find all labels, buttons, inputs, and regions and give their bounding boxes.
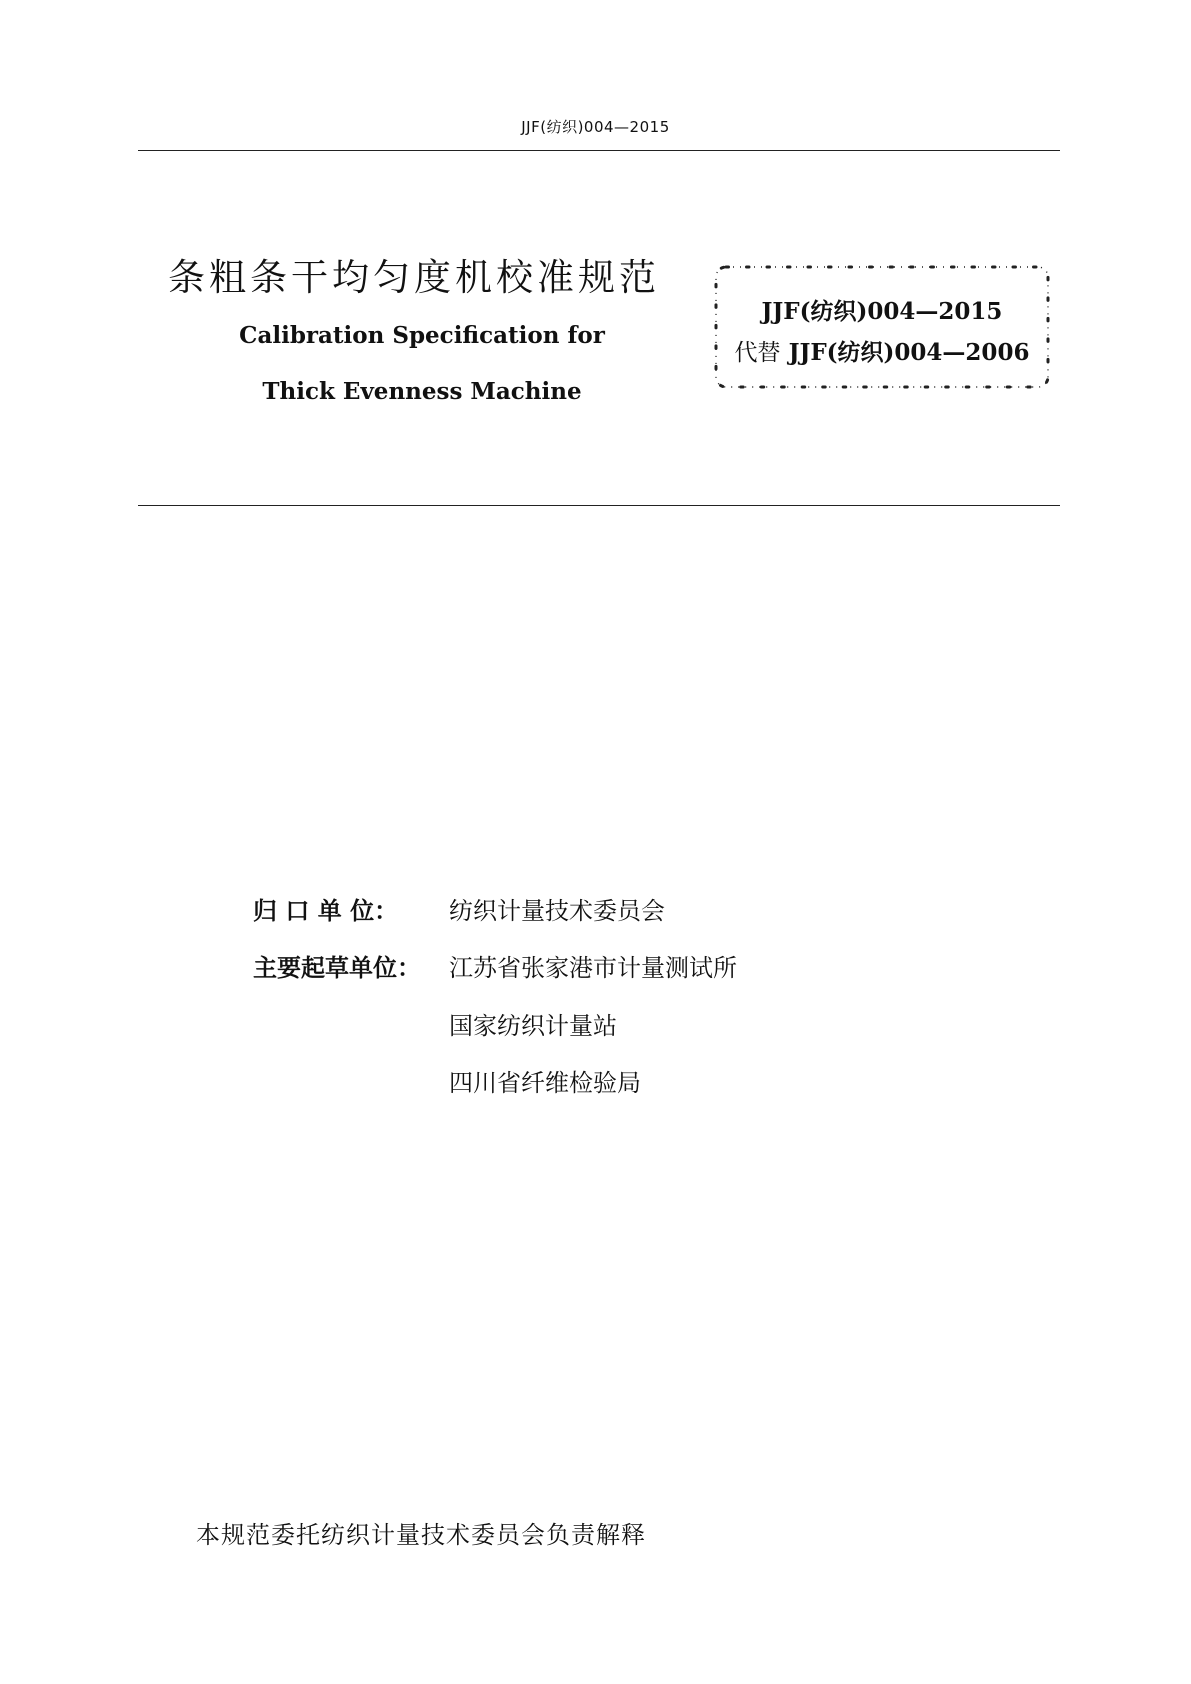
header-rule (138, 150, 1060, 151)
running-header-code: JJF(纺织)004—2015 (521, 118, 670, 136)
replaced-code: JJF(纺织)004—2006 (788, 339, 1030, 366)
drafting-unit-3: 四川省纤维检验局 (449, 1069, 641, 1097)
drafting-unit-2: 国家纺织计量站 (449, 1012, 617, 1040)
drafting-unit-row (253, 948, 737, 983)
drafting-unit-row (253, 1006, 617, 1041)
title-rule (138, 505, 1060, 506)
document-title-chinese: 条粗条干均匀度机校准规范 (168, 256, 660, 299)
interpretation-note: 本规范委托纺织计量技术委员会负责解释 (196, 1521, 646, 1549)
responsible-unit-row (253, 891, 665, 926)
replaces-prefix: 代替 (734, 340, 781, 366)
document-title-english-line2: Thick Evenness Machine (262, 378, 582, 405)
document-title-english-line1: Calibration Specification for (239, 322, 605, 349)
drafting-unit-1: 江苏省张家港市计量测试所 (449, 954, 737, 982)
standard-code-box (712, 263, 1052, 391)
standard-code: JJF(纺织)004—2015 (761, 298, 1003, 325)
drafting-unit-row (253, 1063, 641, 1098)
responsible-unit-label: 归 口 单 位： (253, 897, 399, 925)
drafting-unit-label: 主要起草单位： (253, 954, 421, 982)
replaces-line (712, 334, 1052, 367)
responsible-unit-value: 纺织计量技术委员会 (449, 897, 665, 925)
decorative-border (712, 263, 1052, 391)
